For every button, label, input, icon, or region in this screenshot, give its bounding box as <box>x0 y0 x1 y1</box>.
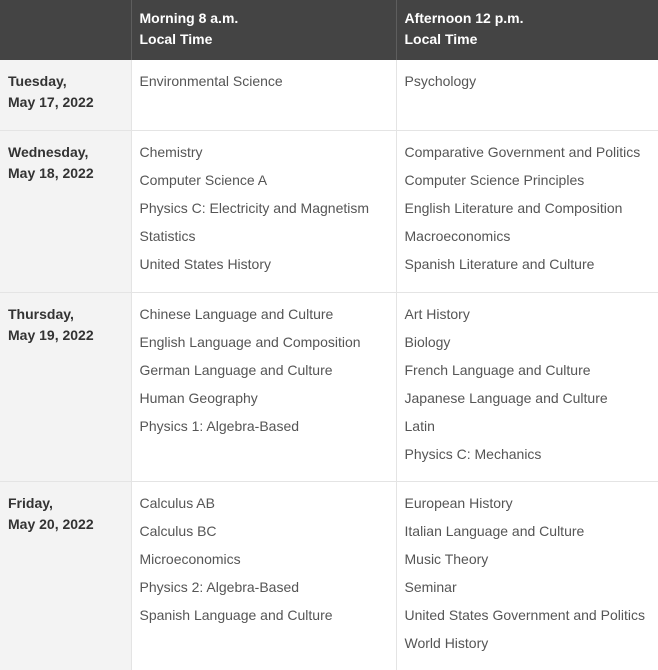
exam-item: European History <box>404 494 513 511</box>
table-row-wednesday <box>0 130 658 292</box>
exam-item: Calculus BC <box>139 522 217 539</box>
header-morning-cell <box>131 0 396 60</box>
table-row-thursday <box>0 292 658 481</box>
afternoon-exams-cell <box>396 292 658 481</box>
exam-item: Computer Science Principles <box>404 171 585 188</box>
exam-item: Psychology <box>404 73 477 89</box>
exam-item: Comparative Government and Politics <box>404 143 641 160</box>
exam-item: English Literature and Composition <box>404 199 623 216</box>
exam-item: Spanish Literature and Culture <box>404 255 595 272</box>
exam-item: Physics C: Mechanics <box>404 445 542 462</box>
exam-item: Statistics <box>139 227 196 244</box>
exam-item: Physics 1: Algebra-Based <box>139 417 300 434</box>
date-label: May 20, 2022 <box>8 515 94 532</box>
exam-item: Human Geography <box>139 389 258 406</box>
exam-item: United States Government and Politics <box>404 606 645 623</box>
date-label: May 17, 2022 <box>8 94 94 110</box>
afternoon-exams-cell <box>396 481 658 670</box>
exam-item: English Language and Composition <box>139 333 361 350</box>
day-cell <box>0 481 131 670</box>
header-row <box>0 0 658 60</box>
exam-item: World History <box>404 634 489 651</box>
day-cell <box>0 60 131 130</box>
exam-item: Biology <box>404 333 451 350</box>
header-morning-subtitle: Local Time <box>139 31 213 47</box>
exam-item: French Language and Culture <box>404 361 591 378</box>
header-day-cell <box>0 0 131 60</box>
header-morning-title: Morning 8 a.m. <box>139 10 239 26</box>
weekday-label: Tuesday, <box>8 73 67 89</box>
exam-item: Macroeconomics <box>404 227 511 244</box>
exam-item: Japanese Language and Culture <box>404 389 608 406</box>
exam-item: Computer Science A <box>139 171 268 188</box>
exam-item: Microeconomics <box>139 550 241 567</box>
header-afternoon-title: Afternoon 12 p.m. <box>404 10 524 26</box>
afternoon-exams-cell <box>396 60 658 130</box>
header-afternoon-cell <box>396 0 658 60</box>
exam-item: Calculus AB <box>139 494 215 511</box>
date-label: May 19, 2022 <box>8 326 94 343</box>
table-row-tuesday <box>0 60 658 130</box>
morning-exams-cell <box>131 130 396 292</box>
date-label: May 18, 2022 <box>8 164 94 181</box>
exam-item: Physics 2: Algebra-Based <box>139 578 300 595</box>
table-row-friday <box>0 481 658 670</box>
afternoon-exams-cell <box>396 130 658 292</box>
day-cell <box>0 130 131 292</box>
exam-item: Physics C: Electricity and Magnetism <box>139 199 370 216</box>
weekday-label: Friday, <box>8 494 53 511</box>
exam-item: Latin <box>404 417 435 434</box>
exam-item: Chemistry <box>139 143 203 160</box>
weekday-label: Thursday, <box>8 305 74 322</box>
morning-exams-cell <box>131 60 396 130</box>
weekday-label: Wednesday, <box>8 143 89 160</box>
morning-exams-cell <box>131 292 396 481</box>
day-cell <box>0 292 131 481</box>
exam-item: German Language and Culture <box>139 361 333 378</box>
exam-item: Chinese Language and Culture <box>139 305 334 322</box>
morning-exams-cell <box>131 481 396 670</box>
exam-item: Italian Language and Culture <box>404 522 585 539</box>
exam-item: Spanish Language and Culture <box>139 606 333 623</box>
exam-item: Art History <box>404 305 470 322</box>
exam-item: Music Theory <box>404 550 489 567</box>
exam-item: Seminar <box>404 578 457 595</box>
header-afternoon-subtitle: Local Time <box>404 31 478 47</box>
exam-item: Environmental Science <box>139 73 283 89</box>
exam-item: United States History <box>139 255 271 272</box>
